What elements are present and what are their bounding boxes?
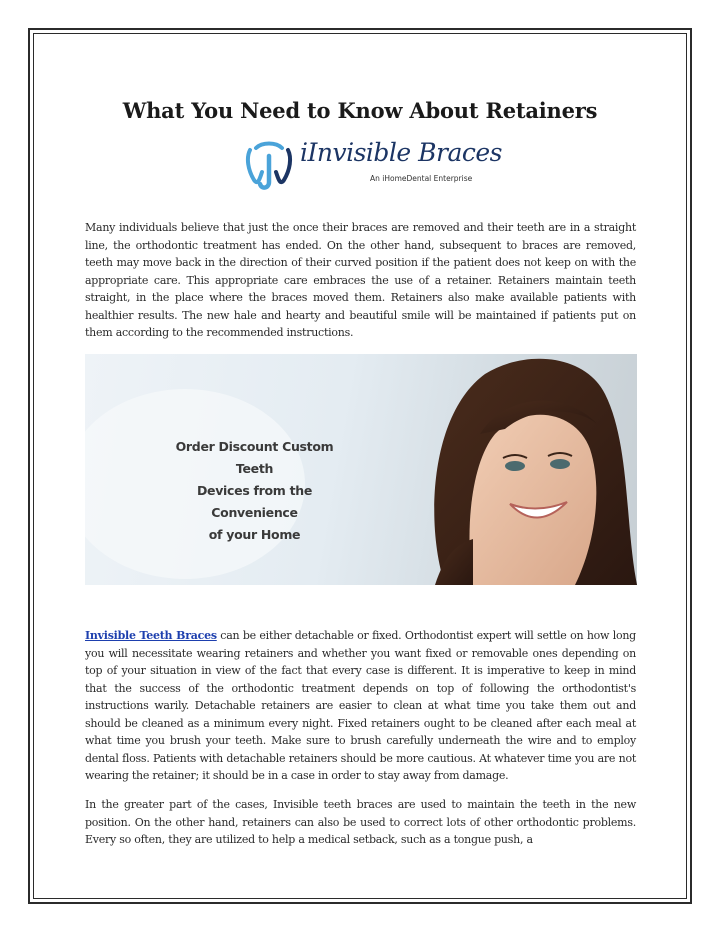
banner-headline xyxy=(157,436,352,546)
invisible-teeth-braces-link[interactable]: Invisible Teeth Braces xyxy=(85,629,217,642)
detail-paragraph-text: can be either detachable or fixed. Orthodontist expert will settle on how long you will necessitate wearing retainers and whether you want fixed or removable ones depending on top of your situation in view of the fact that every case is different. It is imperative to keep in mind that the success of the orthodontic treatment depends on top of following the orthodontist's instructions warily. Detachable retainers are easier to clean at what time you take them out and should be cleaned as a minimum every night. Fixed retainers ought to be cleaned after each meal at what time you brush your teeth. Make sure to brush carefully underneath the wire and to employ dental floss. Patients with detachable retainers should be more cautious. At whatever time you are not wearing the retainer; it should be in a case in order to stay away from damage. xyxy=(85,629,636,782)
logo-name: iInvisible Braces xyxy=(300,138,503,167)
banner-line: of your Home xyxy=(208,527,301,542)
tooth-logo-icon xyxy=(240,136,298,194)
closing-paragraph: In the greater part of the cases, Invisible teeth braces are used to maintain the teeth in the new position. On the other hand, retainers can also be used to correct lots of other orthodontic problems. Every so often, they are utilized to help a medical setback, such as a tongue push, a xyxy=(85,798,636,846)
promo-banner-image xyxy=(85,354,637,585)
detail-paragraph xyxy=(85,627,636,785)
intro-paragraph: Many individuals believe that just the once their braces are removed and their teeth are in a straight line, the orthodontic treatment has ended. On the other hand, subsequent to braces are removed, teeth may move back in the direction of their curved position if the patient does not keep on with the appropriate care. This appropriate care embraces the use of a retainer. Retainers maintain teeth straight, in the place where the braces moved them. Retainers also make available patients with healthier results. The new hale and hearty and beautiful smile will be maintained if patients put on them according to the recommended instructions. xyxy=(85,221,636,339)
brand-logo xyxy=(240,132,503,208)
banner-line: Devices from the Convenience xyxy=(196,483,313,520)
banner-line: Order Discount Custom Teeth xyxy=(175,439,334,476)
logo-tagline: An iHomeDental Enterprise xyxy=(370,174,473,183)
page-title: What You Need to Know About Retainers xyxy=(122,98,598,124)
